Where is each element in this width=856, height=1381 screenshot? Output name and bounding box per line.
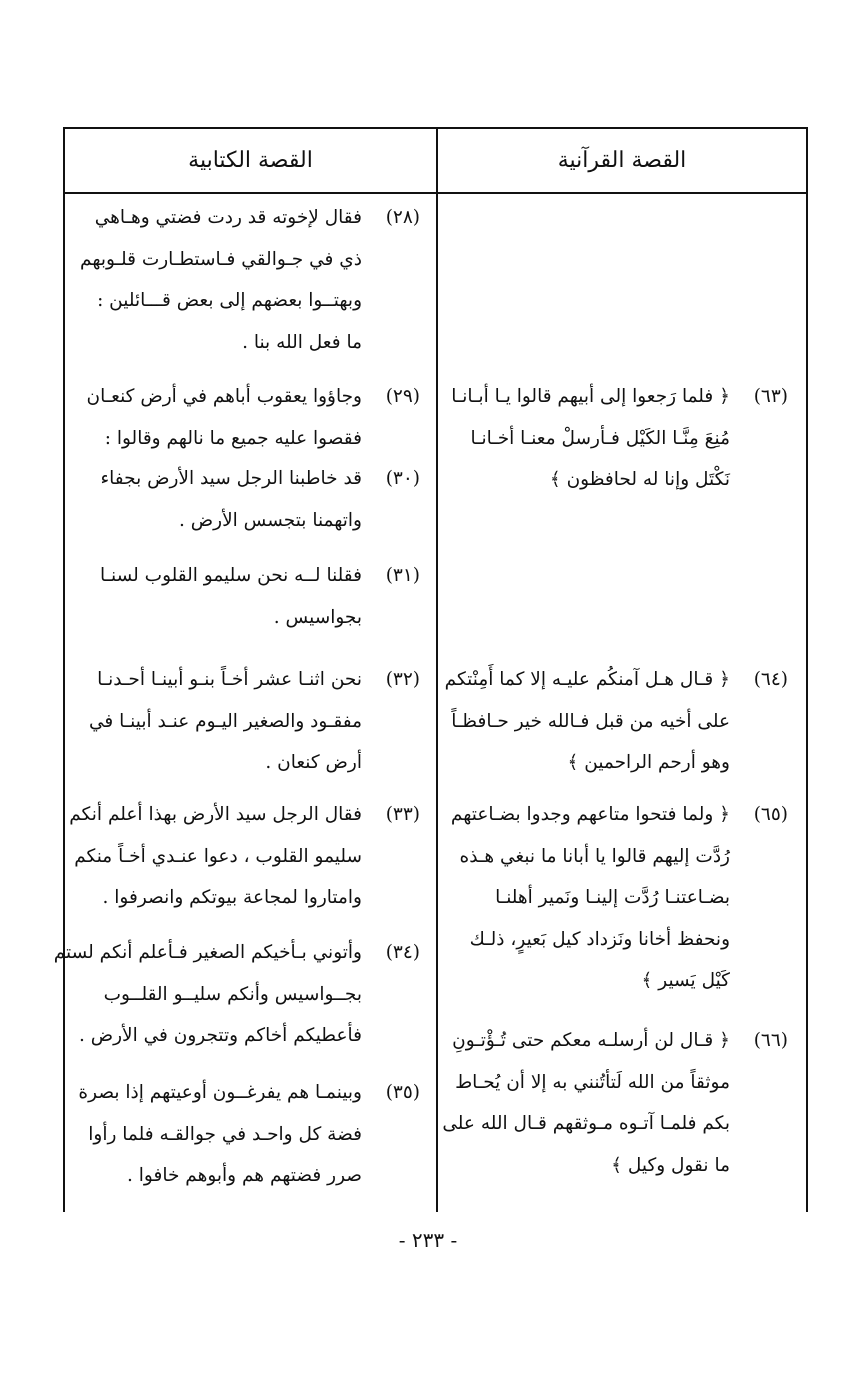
verse-line: أرض كنعان . bbox=[265, 752, 362, 773]
column-header-bible: القصة الكتابية bbox=[188, 148, 313, 173]
verse-number: (٣٥) bbox=[385, 1082, 420, 1103]
verse-line: فقال لإخوته قد ردت فضتي وهـاهي bbox=[94, 207, 362, 228]
bible-verse bbox=[78, 1072, 420, 1197]
verse-line: وبينمـا هم يفرغــون أوعيتهم إذا بصرة bbox=[78, 1082, 362, 1103]
page-number: - ٢٣٣ - bbox=[398, 1228, 458, 1252]
verse-line: فقال الرجل سيد الأرض بهذا أعلم أنكم bbox=[69, 804, 362, 825]
verse-number: (٣٤) bbox=[385, 942, 420, 963]
verse-line: واتهمنا بتجسس الأرض . bbox=[179, 509, 362, 531]
quran-verse bbox=[452, 376, 788, 501]
verse-line: وامتاروا لمجاعة بيوتكم وانصرفوا . bbox=[102, 887, 362, 908]
verse-number: (٣١) bbox=[385, 565, 420, 586]
table-right-rule bbox=[806, 127, 808, 1212]
verse-line: وبهتــوا بعضهم إلى بعض قـــائلين : bbox=[97, 290, 362, 311]
bible-verse bbox=[69, 794, 420, 919]
verse-line: كَيْل يَسير ﴾ bbox=[641, 970, 730, 991]
bible-verse bbox=[53, 932, 420, 1057]
table-left-rule bbox=[63, 127, 65, 1212]
verse-number: (٣٣) bbox=[385, 804, 420, 825]
verse-line: فقلنا لــه نحن سليمو القلوب لسنـا bbox=[100, 565, 362, 586]
quran-verse bbox=[444, 659, 788, 784]
verse-line: ونحفظ أخانا ونَزداد كيل بَعيرٍ، ذلـك bbox=[469, 928, 730, 950]
verse-number: (٢٩) bbox=[385, 386, 420, 407]
bible-verse bbox=[78, 659, 420, 784]
verse-line: وأتوني بـأخيكم الصغير فـأعلم أنكم لستم bbox=[53, 942, 362, 963]
verse-line: نَكْتَل وإنا له لحافظون ﴾ bbox=[549, 469, 730, 490]
verse-line: فقصوا عليه جميع ما نالهم وقالوا : bbox=[104, 427, 362, 449]
verse-line: مُنِعَ مِنَّـا الكَيْل فـأرسلْ معنـا أخـانـا bbox=[470, 427, 730, 449]
verse-number: (٦٦) bbox=[753, 1030, 788, 1051]
verse-line: ما نقول وكيل ﴾ bbox=[611, 1154, 730, 1176]
verse-line: على أخيه من قبل فـالله خير حـافظـاً bbox=[451, 710, 730, 732]
verse-line: ﴿ فلما رَجعوا إلى أبيهم قالوا يـا أبـانـا bbox=[451, 386, 730, 407]
column-header-quran: القصة القرآنية bbox=[557, 148, 687, 173]
verse-number: (٦٥) bbox=[753, 804, 788, 825]
verse-line: بجــواسيس وأنكم سليــو القلــوب bbox=[103, 983, 362, 1005]
verse-line: ﴿ ولما فتحوا متاعهم وجدوا بضـاعتهم bbox=[450, 804, 730, 825]
verse-line: ما فعل الله بنا . bbox=[242, 331, 362, 353]
bible-verse bbox=[78, 197, 420, 363]
verse-number: (٣٠) bbox=[385, 468, 420, 489]
verse-line: ﴿ قـال هـل آمنكُم عليـه إلا كما أَمِنْتكم bbox=[444, 669, 730, 690]
verse-line: بجواسيس . bbox=[273, 606, 362, 628]
verse-line: رُدَّت إليهم قالوا يا أبانا ما نبغي هـذه bbox=[459, 845, 730, 867]
verse-number: (٦٤) bbox=[753, 669, 788, 690]
verse-line: صرر فضتهم هم وأبوهم خافوا . bbox=[127, 1165, 362, 1186]
verse-line: نحن اثنـا عشر أخـاً بنـو أبينـا أحـدنـا bbox=[97, 669, 362, 690]
bible-verse bbox=[78, 555, 420, 638]
quran-verse bbox=[442, 1020, 788, 1186]
verse-line: مفقـود والصغير اليـوم عنـد أبينـا في bbox=[88, 710, 362, 732]
bible-verse bbox=[78, 376, 420, 459]
verse-line: موثقاً من الله لَتأتُنني به إلا أن يُحـاط bbox=[455, 1071, 730, 1093]
verse-number: (٣٢) bbox=[385, 669, 420, 690]
verse-number: (٦٣) bbox=[753, 386, 788, 407]
quran-verse bbox=[452, 794, 788, 1002]
verse-line: بكم فلمـا آتـوه مـوثقهم قـال الله على bbox=[442, 1113, 730, 1134]
verse-line: فأعطيكم أخاكم وتتجرون في الأرض . bbox=[78, 1025, 362, 1046]
verse-line: سليمو القلوب ، دعوا عنـدي أخـاً منكم bbox=[74, 845, 362, 867]
verse-line: ﴿ قـال لن أرسلـه معكم حتى تُـؤْتـونِ bbox=[452, 1030, 730, 1051]
verse-line: فضة كل واحـد في جوالقـه فلما رأوا bbox=[88, 1123, 362, 1145]
bible-verse bbox=[78, 458, 420, 541]
verse-line: قد خاطبنا الرجل سيد الأرض بجفاء bbox=[100, 468, 362, 489]
verse-line: وجاؤوا يعقوب أباهم في أرض كنعـان bbox=[86, 386, 362, 407]
verse-line: بضـاعتنـا رُدَّت إلينـا ونَمير أهلنـا bbox=[495, 887, 730, 908]
verse-number: (٢٨) bbox=[385, 207, 420, 228]
column-divider bbox=[436, 127, 438, 1212]
verse-line: ذي في جـوالقي فـاستطـارت قلـوبهم bbox=[80, 248, 362, 270]
verse-line: وهو أرحم الراحمين ﴾ bbox=[567, 752, 730, 773]
